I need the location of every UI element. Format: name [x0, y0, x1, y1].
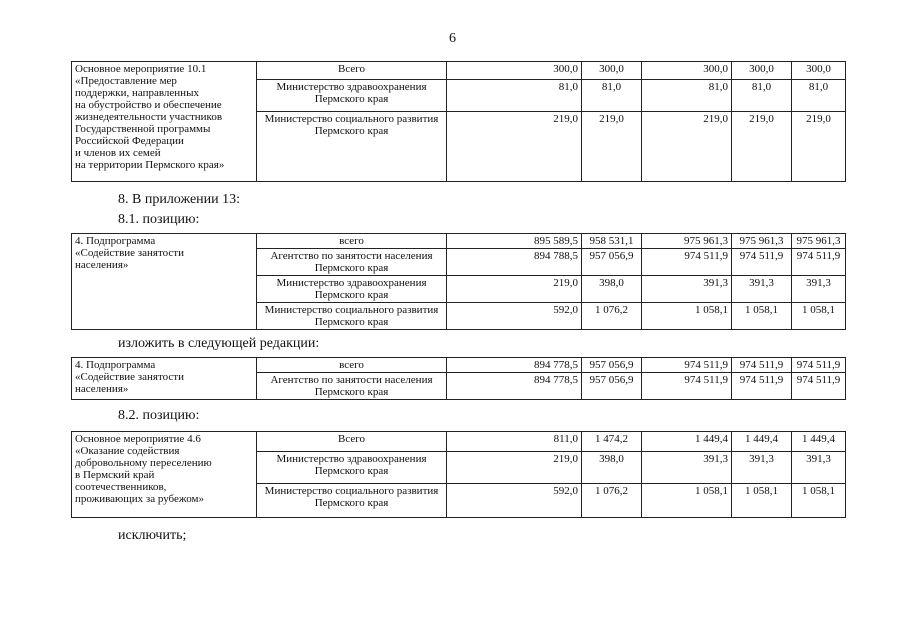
fund-source-cell: Всего [257, 62, 447, 80]
value-cell: 219,0 [447, 452, 582, 484]
measure-title-cell: Основное мероприятие 4.6 «Оказание содействия добровольному переселению в Пермский край соотечественников, проживающих за рубежом» [72, 432, 257, 518]
paragraph-8-1: 8.1. позицию: [118, 212, 200, 227]
fund-source-cell: всего [257, 358, 447, 373]
value-cell: 391,3 [792, 276, 846, 303]
fund-source-cell: Агентство по занятости населения Пермского края [257, 373, 447, 400]
subprogram-title-cell: 4. Подпрограмма «Содействие занятости населения» [72, 234, 257, 330]
value-cell: 391,3 [792, 452, 846, 484]
paragraph-appendix-13: 8. В приложении 13: [118, 192, 241, 207]
value-cell: 1 076,2 [582, 484, 642, 518]
value-cell: 300,0 [582, 62, 642, 80]
value-cell: 391,3 [732, 452, 792, 484]
value-cell: 958 531,1 [582, 234, 642, 249]
value-cell: 894 778,5 [447, 358, 582, 373]
value-cell: 974 511,9 [732, 249, 792, 276]
paragraph-exclude: исключить; [118, 528, 187, 543]
value-cell: 1 474,2 [582, 432, 642, 452]
value-cell: 974 511,9 [792, 249, 846, 276]
value-cell: 974 511,9 [642, 373, 732, 400]
fund-source-cell: Агентство по занятости населения Пермского края [257, 249, 447, 276]
value-cell: 957 056,9 [582, 249, 642, 276]
value-cell: 219,0 [792, 112, 846, 182]
value-cell: 1 449,4 [732, 432, 792, 452]
value-cell: 974 511,9 [732, 358, 792, 373]
value-cell: 1 058,1 [642, 303, 732, 330]
value-cell: 391,3 [642, 452, 732, 484]
value-cell: 219,0 [447, 112, 582, 182]
value-cell: 974 511,9 [732, 373, 792, 400]
value-cell: 81,0 [447, 80, 582, 112]
value-cell: 811,0 [447, 432, 582, 452]
value-cell: 1 058,1 [792, 484, 846, 518]
value-cell: 300,0 [642, 62, 732, 80]
value-cell: 81,0 [642, 80, 732, 112]
fund-source-cell: Министерство здравоохранения Пермского края [257, 276, 447, 303]
fund-source-cell: Всего [257, 432, 447, 452]
value-cell: 1 058,1 [732, 484, 792, 518]
value-cell: 1 058,1 [732, 303, 792, 330]
value-cell: 1 449,4 [642, 432, 732, 452]
value-cell: 894 778,5 [447, 373, 582, 400]
table-measure-10-1 [71, 61, 846, 182]
table-subprogram-4-old [71, 233, 846, 330]
value-cell: 219,0 [732, 112, 792, 182]
value-cell: 81,0 [732, 80, 792, 112]
subprogram-title-cell: 4. Подпрограмма «Содействие занятости населения» [72, 358, 257, 400]
value-cell: 1 058,1 [792, 303, 846, 330]
value-cell: 398,0 [582, 276, 642, 303]
value-cell: 219,0 [447, 276, 582, 303]
value-cell: 219,0 [582, 112, 642, 182]
value-cell: 81,0 [582, 80, 642, 112]
fund-source-cell: Министерство социального развития Пермского края [257, 303, 447, 330]
value-cell: 1 076,2 [582, 303, 642, 330]
fund-source-cell: Министерство социального развития Пермского края [257, 484, 447, 518]
measure-title-cell: Основное мероприятие 10.1 «Предоставление мер поддержки, направленных на обустройство и обеспечение жизнедеятельности участников Государственной программы Российской Федерации и членов их семей на территории Пермского края» [72, 62, 257, 182]
value-cell: 974 511,9 [792, 358, 846, 373]
value-cell: 391,3 [732, 276, 792, 303]
paragraph-8-2: 8.2. позицию: [118, 408, 200, 423]
value-cell: 300,0 [447, 62, 582, 80]
fund-source-cell: Министерство здравоохранения Пермского края [257, 80, 447, 112]
value-cell: 398,0 [582, 452, 642, 484]
value-cell: 300,0 [792, 62, 846, 80]
fund-source-cell: Министерство социального развития Пермского края [257, 112, 447, 182]
value-cell: 957 056,9 [582, 373, 642, 400]
page-number: 6 [449, 31, 456, 46]
value-cell: 975 961,3 [792, 234, 846, 249]
value-cell: 895 589,5 [447, 234, 582, 249]
value-cell: 975 961,3 [642, 234, 732, 249]
value-cell: 1 449,4 [792, 432, 846, 452]
value-cell: 957 056,9 [582, 358, 642, 373]
value-cell: 592,0 [447, 303, 582, 330]
value-cell: 219,0 [642, 112, 732, 182]
value-cell: 974 511,9 [642, 249, 732, 276]
paragraph-new-wording: изложить в следующей редакции: [118, 336, 320, 351]
value-cell: 974 511,9 [792, 373, 846, 400]
value-cell: 391,3 [642, 276, 732, 303]
fund-source-cell: Министерство здравоохранения Пермского края [257, 452, 447, 484]
table-subprogram-4-new [71, 357, 846, 400]
value-cell: 974 511,9 [642, 358, 732, 373]
table-measure-4-6 [71, 431, 846, 518]
value-cell: 894 788,5 [447, 249, 582, 276]
value-cell: 592,0 [447, 484, 582, 518]
value-cell: 81,0 [792, 80, 846, 112]
fund-source-cell: всего [257, 234, 447, 249]
value-cell: 975 961,3 [732, 234, 792, 249]
value-cell: 1 058,1 [642, 484, 732, 518]
value-cell: 300,0 [732, 62, 792, 80]
